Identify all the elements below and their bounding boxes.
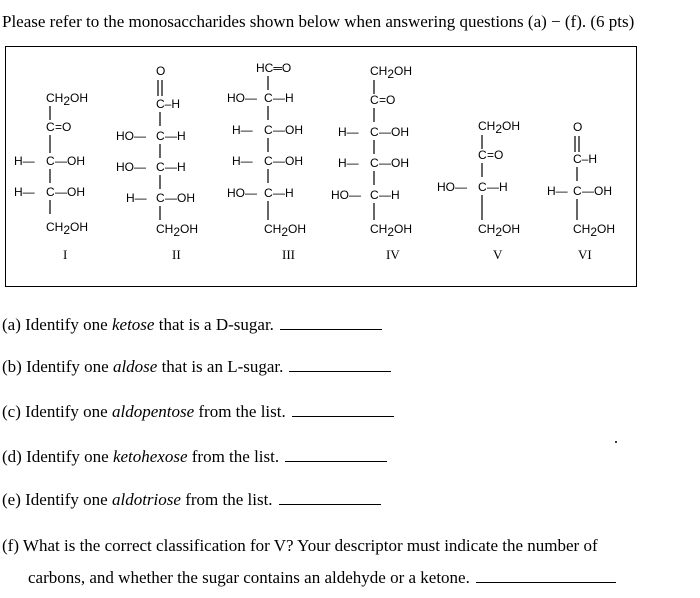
- structure-v: [437, 119, 520, 262]
- question-c: (c) Identify one aldopentose from the list.: [2, 402, 394, 422]
- svg-text:HO—: HO—: [227, 91, 257, 105]
- label-ii: II: [172, 247, 181, 262]
- svg-text:—H: —H: [379, 188, 400, 202]
- svg-text:—OH: —OH: [165, 191, 195, 205]
- svg-text:HO—: HO—: [437, 180, 467, 194]
- svg-text:CH2OH: CH2OH: [478, 119, 521, 136]
- svg-text:O: O: [573, 120, 583, 134]
- svg-text:C: C: [573, 184, 582, 198]
- svg-text:C: C: [478, 180, 487, 194]
- svg-text:CH2OH: CH2OH: [156, 222, 199, 239]
- label-iv: IV: [386, 247, 400, 262]
- svg-text:C: C: [264, 154, 273, 168]
- svg-text:—OH: —OH: [55, 154, 85, 168]
- svg-text:CH2OH: CH2OH: [573, 222, 616, 239]
- answer-blank-e[interactable]: [279, 490, 381, 505]
- svg-text:C: C: [370, 156, 379, 170]
- label-i: I: [63, 247, 68, 262]
- label-v: V: [493, 247, 503, 262]
- svg-text:—OH: —OH: [55, 185, 85, 199]
- svg-text:C: C: [264, 123, 273, 137]
- label-iii: III: [282, 247, 295, 262]
- svg-text:H—: H—: [232, 123, 253, 137]
- svg-text:CH2OH: CH2OH: [46, 91, 89, 108]
- answer-blank-a[interactable]: [280, 315, 382, 330]
- svg-text:=O: =O: [55, 120, 72, 134]
- svg-text:=O: =O: [379, 93, 396, 107]
- svg-text:CH2OH: CH2OH: [370, 222, 413, 239]
- label-vi: VI: [578, 247, 592, 262]
- svg-text:C: C: [370, 125, 379, 139]
- question-d: (d) Identify one ketohexose from the list.: [2, 447, 387, 467]
- svg-text:HO—: HO—: [116, 160, 146, 174]
- structure-ii: [116, 64, 198, 262]
- svg-text:H—: H—: [14, 185, 35, 199]
- svg-text:CH2OH: CH2OH: [264, 222, 307, 239]
- question-f-line1: (f) What is the correct classification for V? Your descriptor must indicate the number of: [2, 536, 598, 555]
- stray-dot: [615, 441, 617, 443]
- svg-text:—OH: —OH: [379, 156, 409, 170]
- svg-text:—OH: —OH: [273, 154, 303, 168]
- svg-text:—OH: —OH: [582, 184, 612, 198]
- svg-text:CH2OH: CH2OH: [46, 220, 89, 237]
- svg-text:C: C: [264, 91, 273, 105]
- svg-text:—H: —H: [165, 129, 186, 143]
- svg-text:—H: —H: [165, 160, 186, 174]
- structure-vi: [547, 120, 615, 262]
- question-e: (e) Identify one aldotriose from the list.: [2, 490, 381, 510]
- structure-iv: [331, 64, 412, 262]
- svg-text:H—: H—: [338, 125, 359, 139]
- svg-text:C: C: [156, 160, 165, 174]
- structure-iii: [227, 61, 306, 262]
- svg-text:C: C: [46, 154, 55, 168]
- svg-text:C: C: [478, 148, 487, 162]
- svg-text:HO—: HO—: [331, 188, 361, 202]
- answer-blank-b[interactable]: [289, 357, 391, 372]
- svg-text:HO—: HO—: [116, 129, 146, 143]
- svg-text:CH2OH: CH2OH: [478, 222, 521, 239]
- question-f-line2: carbons, and whether the sugar contains an aldehyde or a ketone.: [28, 568, 616, 588]
- svg-text:HC═O: HC═O: [256, 61, 292, 75]
- svg-text:C–H: C–H: [156, 97, 181, 111]
- structure-i: [14, 91, 88, 262]
- svg-text:H—: H—: [232, 154, 253, 168]
- answer-blank-f[interactable]: [476, 568, 616, 583]
- svg-text:C: C: [264, 186, 273, 200]
- svg-text:H—: H—: [338, 156, 359, 170]
- svg-text:—H: —H: [487, 180, 508, 194]
- svg-text:H—: H—: [547, 184, 568, 198]
- answer-blank-c[interactable]: [292, 402, 394, 417]
- svg-text:—OH: —OH: [273, 123, 303, 137]
- svg-text:C–H: C–H: [573, 152, 598, 166]
- svg-text:CH2OH: CH2OH: [370, 64, 413, 81]
- intro-text: Please refer to the monosaccharides shown below when answering questions (a) − (f). (6 pts): [2, 12, 635, 31]
- svg-text:C: C: [46, 185, 55, 199]
- svg-text:O: O: [156, 64, 166, 78]
- question-a: (a) Identify one ketose that is a D-sugar.: [2, 315, 382, 335]
- svg-text:C: C: [156, 191, 165, 205]
- svg-text:=O: =O: [487, 148, 504, 162]
- svg-text:—OH: —OH: [379, 125, 409, 139]
- svg-text:C: C: [370, 188, 379, 202]
- svg-text:—H: —H: [273, 91, 294, 105]
- question-b: (b) Identify one aldose that is an L-sugar.: [2, 357, 391, 377]
- svg-text:H—: H—: [14, 154, 35, 168]
- answer-blank-d[interactable]: [285, 447, 387, 462]
- svg-text:C: C: [156, 129, 165, 143]
- svg-text:C: C: [370, 93, 379, 107]
- svg-text:C: C: [46, 120, 55, 134]
- svg-text:—H: —H: [273, 186, 294, 200]
- svg-text:HO—: HO—: [227, 186, 257, 200]
- svg-text:H—: H—: [126, 191, 147, 205]
